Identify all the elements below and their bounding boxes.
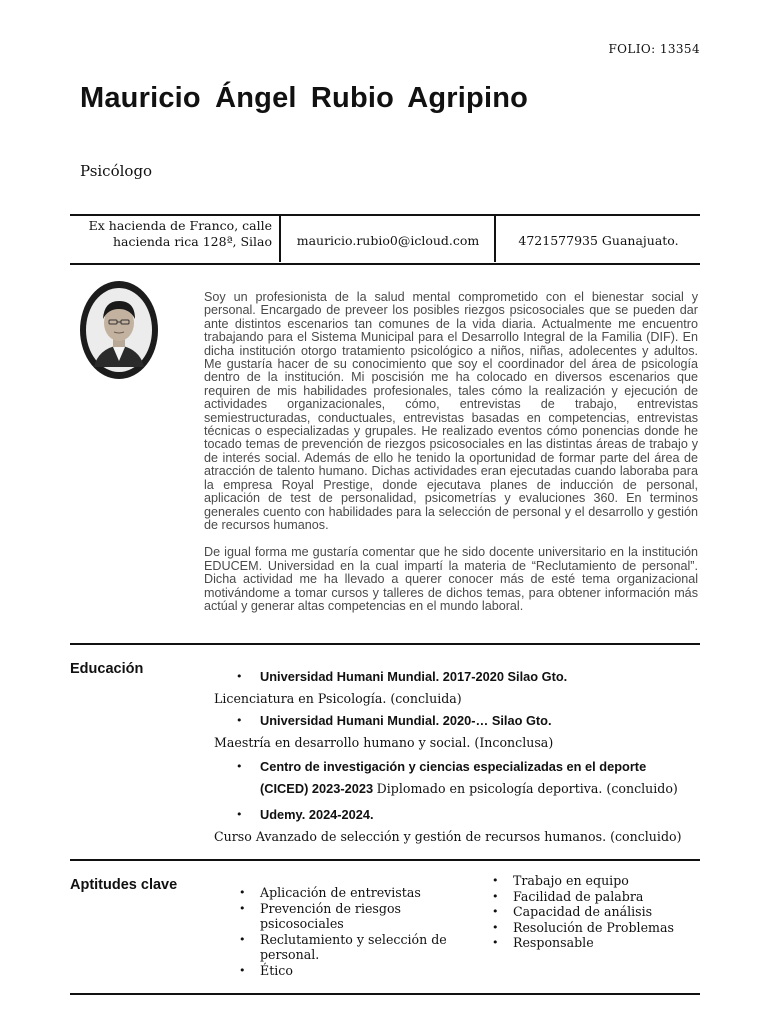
contact-divider-2 bbox=[494, 214, 496, 262]
aptitude-item: • Trabajo en equipo bbox=[492, 873, 629, 888]
candidate-name: Mauricio Ángel Rubio Agripino bbox=[80, 82, 529, 114]
address-line-1: Ex hacienda de Franco, calle bbox=[88, 218, 272, 233]
education-item-title-line-1: Centro de investigación y ciencias especializadas en el deporte bbox=[260, 759, 647, 774]
aptitudes-title: Aptitudes clave bbox=[70, 877, 178, 893]
education-item-title: Universidad Humani Mundial. 2017-2020 Silao Gto. bbox=[260, 669, 568, 684]
bullet-icon: • bbox=[492, 920, 499, 934]
bio-section bbox=[204, 291, 698, 627]
contact-divider-1 bbox=[279, 214, 281, 262]
aptitude-item: • Aplicación de entrevistas bbox=[239, 885, 421, 900]
education-item-title: Udemy. 2024-2024. bbox=[260, 807, 374, 822]
education-title: Educación bbox=[70, 661, 144, 677]
education-item-description: Maestría en desarrollo humano y social. (Inconclusa) bbox=[214, 735, 554, 750]
contact-address bbox=[72, 218, 272, 250]
education-list bbox=[214, 668, 700, 850]
education-item bbox=[214, 712, 700, 730]
bullet-icon: • bbox=[492, 905, 499, 918]
bullet-icon: • bbox=[239, 963, 246, 977]
aptitude-item: • Ético bbox=[239, 962, 293, 978]
bullet-icon: • bbox=[492, 936, 499, 949]
bullet-icon: • bbox=[239, 886, 246, 899]
bullet-icon: • bbox=[492, 874, 499, 887]
bullet-icon: • bbox=[236, 760, 243, 773]
education-item bbox=[214, 756, 700, 800]
aptitude-item: • Reclutamiento y selección de personal. bbox=[239, 931, 447, 962]
aptitude-item: • Capacidad de análisis bbox=[492, 904, 653, 919]
address-line-2: hacienda rica 128ª, Silao bbox=[112, 234, 272, 249]
aptitude-item: • Facilidad de palabra bbox=[492, 888, 644, 904]
contact-top-rule bbox=[70, 214, 700, 216]
bio-paragraph-1: Soy un profesionista de la salud mental comprometido con el bienestar social y personal. Encargado de preveer los posibles riezgos psicosociales que se pueden dar ante distintos escenarios tan comunes de la vida diaria. Actualmente me encuentro trabajando para el Sistema Municipal para el Desarrollo Integral de la Familia (DIF). En dicha institución otorgo tratamiento psicológico a niños, niñas, adolecentes y adultos. Me gustaría hacer de su conocimiento que soy el coordinador del área de psicología dentro de la institución. Mi poscisión me ha colocado en diversos escenarios que requiren de mis habilidades profesionales, tales cómo la realización y ejecución de actividades organizacionales, cómo, entrevistas de trabajo, entrevistas semiestructuradas, conductuales, entrevistas basadas en competencias, entrevistas técnicas o especializadas y grupales. He realizado eventos cómo ponencias donde he tocado temas de prevención de riezgos psicosociales en las distintas áreas de trabajo y de interés social. Además de ello he tenido la oportunidad de formar parte del área de atracción de talento humano. Dichas actividades eran ejecutadas cuando laboraba para la empresa Royal Prestige, donde ejecutava planes de inducción de personal, aplicación de test de personalidad, psicometrías y evaluciones 360. En terminos generales cuento con habilidades para la selección de personal y el desarrollo y gestión de recursos humanos. bbox=[204, 290, 698, 532]
aptitudes-list-right bbox=[488, 873, 700, 951]
aptitude-item: • Resolución de Problemas bbox=[492, 919, 674, 935]
bullet-icon: • bbox=[236, 670, 243, 683]
bullet-icon: • bbox=[236, 808, 243, 821]
bullet-icon: • bbox=[239, 901, 246, 915]
education-item-description: Curso Avanzado de selección y gestión de recursos humanos. (concluido) bbox=[214, 829, 682, 844]
bio-paragraph-2: De igual forma me gustaría comentar que he sido docente universitario en la institución EDUCEM. Universidad en la cual impartí la materia de “Reclutamiento de personal”. Dicha actividad me ha llevado a querer conocer más de esté tema organizacional motivándome a tomar cursos y talleres de dichos temas, para obtener información más actúal y generar altas competencias en el mundo laboral. bbox=[204, 545, 698, 613]
candidate-role: Psicólogo bbox=[80, 162, 153, 180]
profile-photo bbox=[80, 281, 158, 379]
page-bottom-rule bbox=[70, 993, 700, 995]
aptitudes-top-rule bbox=[70, 859, 700, 861]
contact-phone: 4721577935 Guanajuato. bbox=[518, 233, 679, 248]
education-item-title: Universidad Humani Mundial. 2020-… Silao Gto. bbox=[260, 713, 552, 728]
education-item-description: Diplomado en psicología deportiva. (concluido) bbox=[376, 781, 678, 796]
education-item-title-line-2: (CICED) 2023-2023 bbox=[260, 781, 374, 796]
folio-number: FOLIO: 13354 bbox=[608, 42, 700, 56]
bullet-icon: • bbox=[236, 714, 243, 727]
education-item-description: Licenciatura en Psicología. (concluida) bbox=[214, 691, 462, 706]
education-top-rule bbox=[70, 643, 700, 645]
bullet-icon: • bbox=[492, 889, 499, 903]
aptitude-item: • Prevención de riesgos psicosociales bbox=[239, 900, 401, 931]
bullet-icon: • bbox=[239, 932, 246, 946]
aptitude-item: • Responsable bbox=[492, 935, 594, 950]
education-item bbox=[214, 806, 700, 824]
contact-bottom-rule bbox=[70, 263, 700, 265]
aptitudes-list-left bbox=[235, 885, 487, 978]
contact-email: mauricio.rubio0@icloud.com bbox=[296, 233, 480, 248]
education-item bbox=[214, 668, 700, 686]
